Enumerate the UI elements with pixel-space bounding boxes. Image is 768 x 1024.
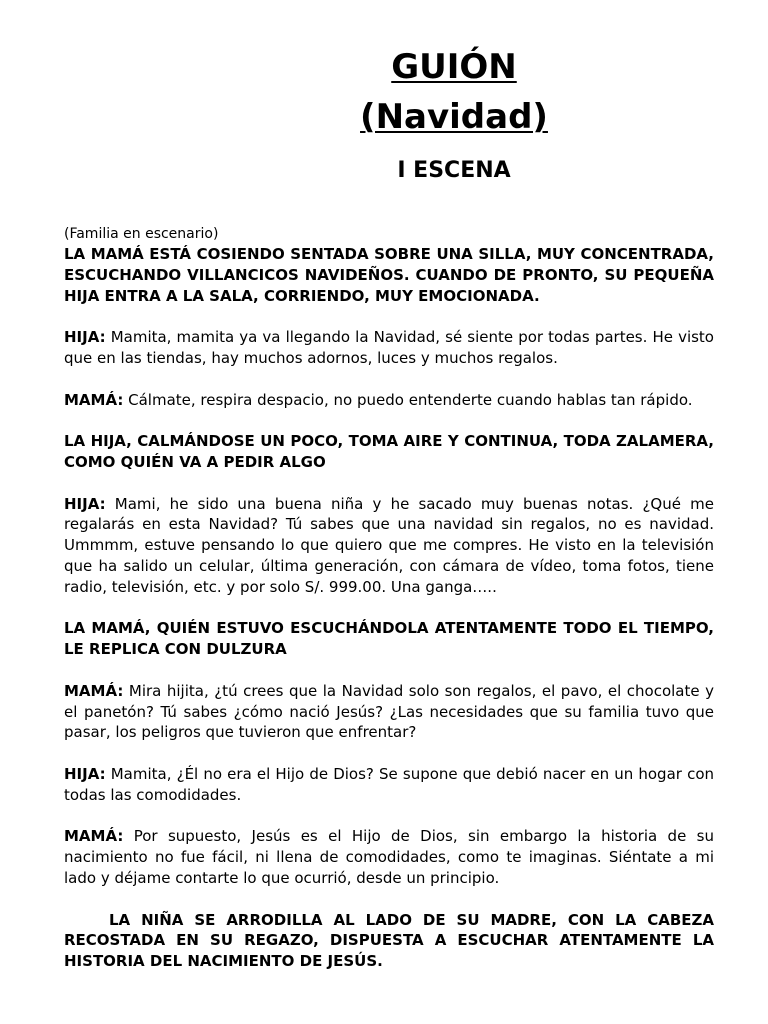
scene-heading: I ESCENA [397, 158, 511, 183]
speaker-name: HIJA: [64, 328, 106, 347]
dialogue-text: Mamita, ¿Él no era el Hijo de Dios? Se supone que debió nacer en un hogar con todas las comodidades. [64, 764, 714, 804]
speaker-name: HIJA: [64, 764, 106, 783]
stage-direction: LA NIÑA SE ARRODILLA AL LADO DE SU MADRE, CON LA CABEZA RECOSTADA EN SU REGAZO, DISPUESTA A ESCUCHAR ATENTAMENTE LA HISTORIA DEL NACIMIENTO DE JESÚS. [64, 910, 714, 971]
dialogue-line [64, 327, 714, 369]
dialogue-line [64, 494, 714, 598]
dialogue-line [64, 826, 714, 888]
stage-direction: LA MAMÁ, QUIÉN ESTUVO ESCUCHÁNDOLA ATENTAMENTE TODO EL TIEMPO, LE REPLICA CON DULZURA [64, 619, 714, 659]
dialogue-text: Por supuesto, Jesús es el Hijo de Dios, sin embargo la historia de su nacimiento no fue fácil, ni llena de comodidades, como te imaginas. Siéntate a mi lado y déjame contarte lo que ocurrió, desde un principio. [64, 827, 714, 887]
speaker-name: MAMÁ: [64, 390, 124, 409]
dialogue-text: Mamita, mamita ya va llegando la Navidad, sé siente por todas partes. He visto que en las tiendas, hay muchos adornos, luces y muchos regalos. [64, 328, 714, 367]
document-page [64, 0, 714, 972]
document-title: GUIÓN [391, 47, 517, 87]
dialogue-text: Mami, he sido una buena niña y he sacado muy buenas notas. ¿Qué me regalarás en esta Navidad? Tú sabes que una navidad sin regalos, no es navidad. Ummmm, estuve pensando lo que quiero que me compres. He visto en la televisión que ha salido un celular, última generación, con cámara de vídeo, toma fotos, tiene radio, televisión, etc. y por solo S/. 999.00. Una ganga….. [64, 494, 714, 596]
speaker-name: MAMÁ: [64, 681, 124, 700]
dialogue-text: Cálmate, respira despacio, no puedo entenderte cuando hablas tan rápido. [123, 390, 693, 409]
dialogue-text: Mira hijita, ¿tú crees que la Navidad solo son regalos, el pavo, el chocolate y el panetón? Tú sabes ¿cómo nació Jesús? ¿Las necesidades que su familia tuvo que pasar, los peligros que tuvieron que enfrentar? [64, 681, 714, 742]
stage-direction: LA MAMÁ ESTÁ COSIENDO SENTADA SOBRE UNA SILLA, MUY CONCENTRADA, ESCUCHANDO VILLANCICOS NAVIDEÑOS. CUANDO DE PRONTO, SU PEQUEÑA HIJA ENTRA A LA SALA, CORRIENDO, MUY EMOCIONADA. [64, 245, 714, 305]
stage-direction: LA HIJA, CALMÁNDOSE UN POCO, TOMA AIRE Y CONTINUA, TODA ZALAMERA, COMO QUIÉN VA A PEDIR ALGO [64, 432, 714, 471]
speaker-name: HIJA: [64, 494, 106, 513]
dialogue-line [64, 390, 714, 411]
dialogue-line [64, 764, 714, 806]
dialogue-line [64, 681, 714, 743]
document-subtitle: (Navidad) [360, 97, 548, 137]
speaker-name: MAMÁ: [64, 827, 124, 846]
stage-note: (Familia en escenario) [64, 226, 219, 242]
